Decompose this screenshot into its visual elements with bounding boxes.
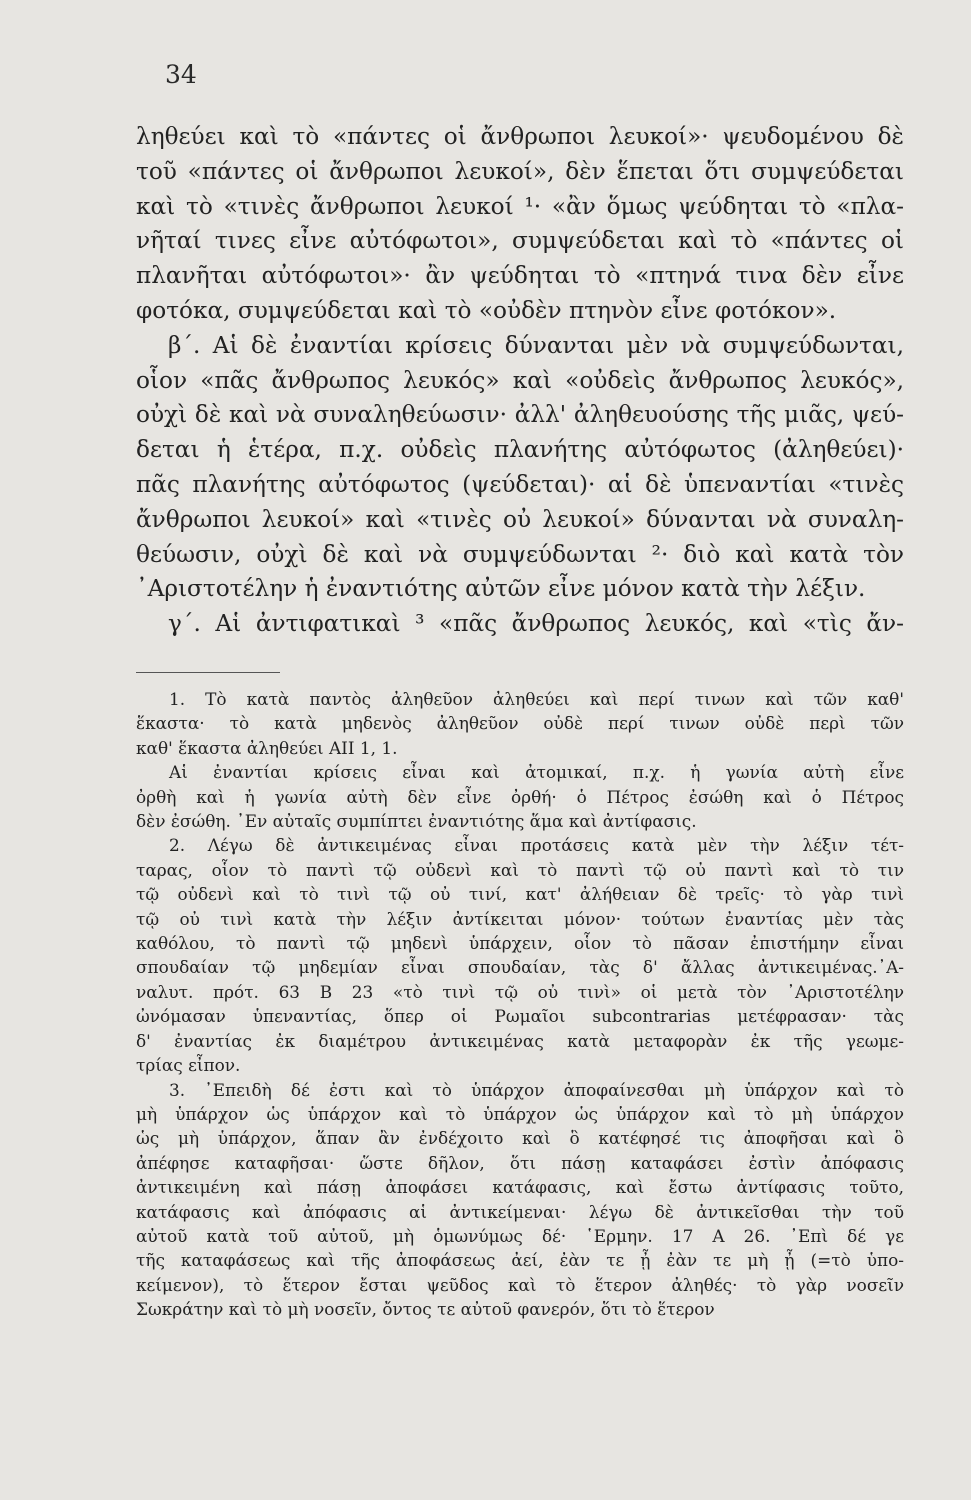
footnote-line-16: τρίας εἶπον. (136, 1055, 241, 1076)
footnote-line-22: κατάφασις καὶ ἀπόφασις αἱ ἀντικείμεναι· λέγω δὲ ἀντικεῖσθαι τὴν τοῦ (136, 1201, 904, 1222)
main-line-2: τοῦ «πάντες οἱ ἄνθρωποι λευκοί», δὲν ἕπεται ὅτι συμψεύδεται (136, 157, 904, 185)
main-line-7: β΄. Αἱ δὲ ἐναντίαι κρίσεις δύνανται μὲν νὰ συμψεύδωνται, (168, 331, 904, 359)
footnote-line-6: δὲν ἐσώθη. ᾿Εν αὐταῖς συμπίπτει ἐναντιότης ἅμα καὶ ἀντίφασις. (136, 811, 697, 832)
footnote-line-23: αὐτοῦ κατὰ τοῦ αὐτοῦ, μὴ ὁμωνύμως δέ· ῾Ερμην. 17 Α 26. ᾿Επὶ δέ γε (136, 1225, 904, 1246)
footnote-line-1: 1. Τὸ κατὰ παντὸς ἀληθεῦον ἀληθεύει καὶ περί τινων καὶ τῶν καθ' (169, 689, 904, 709)
footnote-line-14: ὠνόμασαν ὑπεναντίας, ὅπερ οἱ Ρωμαῖοι subcontrarias μετέφρασαν· τὰς (136, 1006, 904, 1027)
main-line-8: οἷον «πᾶς ἄνθρωπος λευκός» καὶ «οὐδεὶς ἄνθρωπος λευκός», (136, 366, 904, 394)
footnote-line-21: ἀντικειμένη καὶ πάσῃ ἀποφάσει κατάφασις, καὶ ἔστω ἀντίφασις τοῦτο, (136, 1177, 904, 1198)
footnote-line-9: τῷ οὐδενὶ καὶ τὸ τινὶ τῷ οὐ τινί, κατ' ἀλήθειαν δὲ τρεῖς· τὸ γὰρ τινὶ (136, 884, 904, 905)
main-line-12: ἄνθρωποι λευκοί» καὶ «τινὲς οὐ λευκοί» δύνανται νὰ συναλη- (136, 505, 904, 533)
footnote-line-4: Αἱ ἐναντίαι κρίσεις εἶναι καὶ ἀτομικαί, π.χ. ἡ γωνία αὐτὴ εἶνε (169, 762, 904, 783)
page-number: 34 (165, 60, 197, 89)
footnote-line-11: καθόλου, τὸ παντὶ τῷ μηδενὶ ὑπάρχειν, οἷον τὸ πᾶσαν ἐπιστήμην εἶναι (136, 933, 904, 954)
main-line-9: οὐχὶ δὲ καὶ νὰ συναληθεύωσιν· ἀλλ' ἀληθευούσης τῆς μιᾶς, ψεύ- (136, 401, 904, 429)
footnote-separator (136, 672, 280, 673)
main-line-1: ληθεύει καὶ τὸ «πάντες οἱ ἄνθρωποι λευκοί»· ψευδομένου δὲ (136, 123, 904, 150)
main-line-3: καὶ τὸ «τινὲς ἄνθρωποι λευκοί ¹· «ἂν ὅμως ψεύδηται τὸ «πλα- (136, 192, 904, 220)
main-line-15: γ΄. Αἱ ἀντιφατικαὶ ³ «πᾶς ἄνθρωπος λευκός, καὶ «τὶς ἄν- (168, 610, 904, 638)
footnote-line-5: ὀρθὴ καὶ ἡ γωνία αὐτὴ δὲν εἶνε ὀρθή· ὁ Πέτρος ἐσώθη καὶ ὁ Πέτρος (136, 786, 904, 807)
footnote-line-24: τῆς καταφάσεως καὶ τῆς ἀποφάσεως ἀεί, ἐὰν τε ᾖ ἐὰν τε μὴ ᾖ (=τὸ ὑπο- (136, 1250, 904, 1271)
footnote-line-15: δ' ἐναντίας ἐκ διαμέτρου ἀντικειμένας κατὰ μεταφορὰν ἐκ τῆς γεωμε- (136, 1030, 904, 1051)
main-line-11: πᾶς πλανήτης αὐτόφωτος (ψεύδεται)· αἱ δὲ ὑπεναντίαι «τινὲς (136, 470, 904, 498)
footnote-line-18: μὴ ὑπάρχον ὡς ὑπάρχον καὶ τὸ ὑπάρχον ὡς ὑπάρχον καὶ τὸ μὴ ὑπάρχον (136, 1103, 904, 1124)
main-line-5: πλανῆται αὐτόφωτοι»· ἂν ψεύδηται τὸ «πτηνά τινα δὲν εἶνε (136, 262, 904, 290)
footnote-line-26: Σωκράτην καὶ τὸ μὴ νοσεῖν, ὄντος τε αὐτοῦ φανερόν, ὅτι τὸ ἕτερον (136, 1299, 715, 1320)
footnote-line-10: τῷ οὐ τινὶ κατὰ τὴν λέξιν ἀντίκειται μόνον· τούτων ἐναντίας μὲν τὰς (136, 908, 904, 929)
footnote-line-17: 3. ᾿Επειδὴ δέ ἐστι καὶ τὸ ὑπάρχον ἀποφαίνεσθαι μὴ ὑπάρχον καὶ τὸ (169, 1079, 904, 1100)
footnote-line-2: ἕκαστα· τὸ κατὰ μηδενὸς ἀληθεῦον οὐδὲ περί τινων οὐδὲ περὶ τῶν (136, 713, 904, 734)
footnote-line-7: 2. Λέγω δὲ ἀντικειμένας εἶναι προτάσεις κατὰ μὲν τὴν λέξιν τέτ- (169, 835, 904, 856)
main-line-10: δεται ἡ ἑτέρα, π.χ. οὐδεὶς πλανήτης αὐτόφωτος (ἀληθεύει)· (136, 436, 904, 464)
footnote-line-25: κείμενον), τὸ ἕτερον ἔσται ψεῦδος καὶ τὸ ἕτερον ἀληθές· τὸ γὰρ νοσεῖν (136, 1274, 904, 1295)
footnote-line-12: σπουδαίαν τῷ μηδεμίαν εἶναι σπουδαίαν, τὰς δ' ἄλλας ἀντικειμένας.᾿Α- (136, 957, 904, 978)
footnote-line-3: καθ' ἕκαστα ἀληθεύει ΑΙΙ 1, 1. (136, 737, 398, 758)
main-line-14: ᾿Αριστοτέλην ἡ ἐναντιότης αὐτῶν εἶνε μόνον κατὰ τὴν λέξιν. (136, 575, 866, 603)
footnote-line-8: ταρας, οἷον τὸ παντὶ τῷ οὐδενὶ καὶ τὸ παντὶ τῷ οὐ παντὶ καὶ τὸ τιν (136, 859, 904, 880)
footnote-line-20: ἀπέφησε καταφῆσαι· ὥστε δῆλον, ὅτι πάσῃ καταφάσει ἐστὶν ἀπόφασις (136, 1152, 904, 1173)
main-line-13: θεύωσιν, οὐχὶ δὲ καὶ νὰ συμψεύδωνται ²· διὸ καὶ κατὰ τὸν (136, 540, 904, 568)
main-text (136, 120, 904, 642)
footnote-line-13: ναλυτ. πρότ. 63 Β 23 «τὸ τινὶ τῷ οὐ τινὶ» οἱ μετὰ τὸν ᾿Αριστοτέλην (136, 981, 904, 1002)
footnotes (136, 687, 904, 1322)
main-line-4: νῆταί τινες εἶνε αὐτόφωτοι», συμψεύδεται καὶ τὸ «πάντες οἱ (136, 227, 904, 255)
footnote-line-19: ὡς μὴ ὑπάρχον, ἅπαν ἂν ἐνδέχοιτο καὶ ὃ κατέφησέ τις ἀποφῆσαι καὶ ὃ (136, 1128, 904, 1149)
main-line-6: φοτόκα, συμψεύδεται καὶ τὸ «οὐδὲν πτηνὸν εἶνε φοτόκον». (136, 296, 837, 324)
